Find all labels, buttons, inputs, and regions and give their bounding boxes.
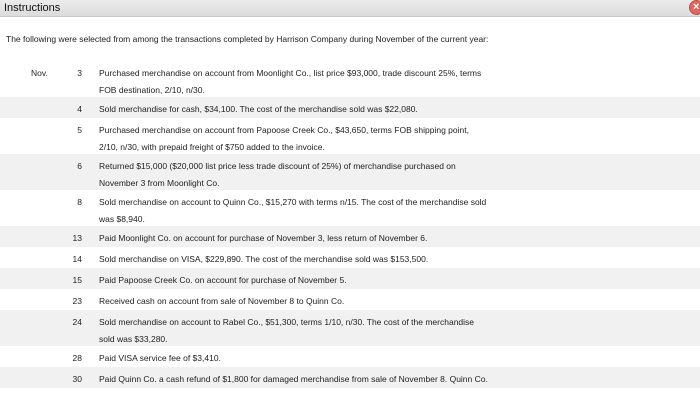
transaction-row bbox=[0, 346, 700, 367]
transaction-row bbox=[0, 367, 700, 388]
transaction-description bbox=[99, 65, 539, 99]
transaction-day: 23 bbox=[72, 296, 82, 306]
description-line: Received cash on account from sale of November 8 to Quinn Co. bbox=[99, 296, 345, 306]
transaction-description bbox=[99, 230, 539, 247]
description-line: 2/10, n/30, with prepaid freight of $750 added to the invoice. bbox=[99, 142, 325, 152]
transaction-description bbox=[99, 158, 539, 192]
description-line: Purchased merchandise on account from Papoose Creek Co., $43,650, terms FOB shipping point, bbox=[99, 125, 469, 135]
transaction-day: 6 bbox=[77, 161, 82, 171]
transaction-row bbox=[0, 97, 700, 118]
transaction-row bbox=[0, 247, 700, 268]
transaction-description bbox=[99, 293, 539, 310]
description-line: Paid Papoose Creek Co. on account for purchase of November 5. bbox=[99, 275, 347, 285]
transaction-row bbox=[0, 154, 700, 190]
window-title: Instructions bbox=[4, 2, 61, 14]
description-line: FOB destination, 2/10, n/30. bbox=[99, 85, 205, 95]
transaction-description bbox=[99, 101, 539, 118]
description-line: Sold merchandise for cash, $34,100. The cost of the merchandise sold was $22,080. bbox=[99, 104, 418, 114]
transaction-day: 30 bbox=[72, 374, 82, 384]
description-line: Sold merchandise on account to Rabel Co., $51,300, terms 1/10, n/30. The cost of the merchandise bbox=[99, 317, 475, 327]
transaction-description bbox=[99, 251, 539, 268]
transaction-day: 4 bbox=[77, 104, 82, 114]
transaction-description bbox=[99, 194, 539, 228]
close-icon[interactable]: × bbox=[693, 1, 700, 13]
description-line: Paid Moonlight Co. on account for purchase of November 3, less return of November 6. bbox=[99, 233, 428, 243]
transaction-description bbox=[99, 371, 539, 388]
transaction-day: 28 bbox=[72, 353, 82, 363]
transaction-row bbox=[0, 289, 700, 310]
description-line: Sold merchandise on VISA, $229,890. The cost of the merchandise sold was $153,500. bbox=[99, 254, 429, 264]
transaction-day: 8 bbox=[77, 197, 82, 207]
title-bar bbox=[0, 0, 700, 17]
transaction-description bbox=[99, 350, 539, 367]
transaction-row bbox=[0, 310, 700, 346]
month-label: Nov. bbox=[31, 68, 48, 78]
transaction-day: 14 bbox=[72, 254, 82, 264]
transaction-day: 15 bbox=[72, 275, 82, 285]
transaction-row bbox=[0, 226, 700, 247]
transaction-row bbox=[0, 190, 700, 226]
transaction-day: 13 bbox=[72, 233, 82, 243]
transaction-day: 3 bbox=[77, 68, 82, 78]
description-line: was $8,940. bbox=[99, 214, 145, 224]
description-line: Paid Quinn Co. a cash refund of $1,800 for damaged merchandise from sale of November 8. Quinn Co. bbox=[99, 374, 488, 384]
description-line: Paid VISA service fee of $3,410. bbox=[99, 353, 221, 363]
description-line: November 3 from Moonlight Co. bbox=[99, 178, 220, 188]
transaction-day: 5 bbox=[77, 125, 82, 135]
transaction-description bbox=[99, 314, 539, 348]
transaction-description bbox=[99, 122, 539, 156]
transaction-row bbox=[0, 268, 700, 289]
transaction-row bbox=[0, 61, 700, 97]
close-button[interactable] bbox=[689, 0, 700, 15]
transactions-table bbox=[0, 61, 700, 388]
description-line: Sold merchandise on account to Quinn Co., $15,270 with terms n/15. The cost of the merchandise sold bbox=[99, 197, 487, 207]
description-line: Purchased merchandise on account from Moonlight Co., list price $93,000, trade discount 25%, terms bbox=[99, 68, 482, 78]
description-line: Returned $15,000 ($20,000 list price less trade discount of 25%) of merchandise purchased on bbox=[99, 161, 456, 171]
transaction-description bbox=[99, 272, 539, 289]
transaction-row bbox=[0, 118, 700, 154]
description-line: sold was $33,280. bbox=[99, 334, 168, 344]
transaction-day: 24 bbox=[72, 317, 82, 327]
intro-text: The following were selected from among the transactions completed by Harrison Company during November of the current year: bbox=[6, 34, 489, 44]
